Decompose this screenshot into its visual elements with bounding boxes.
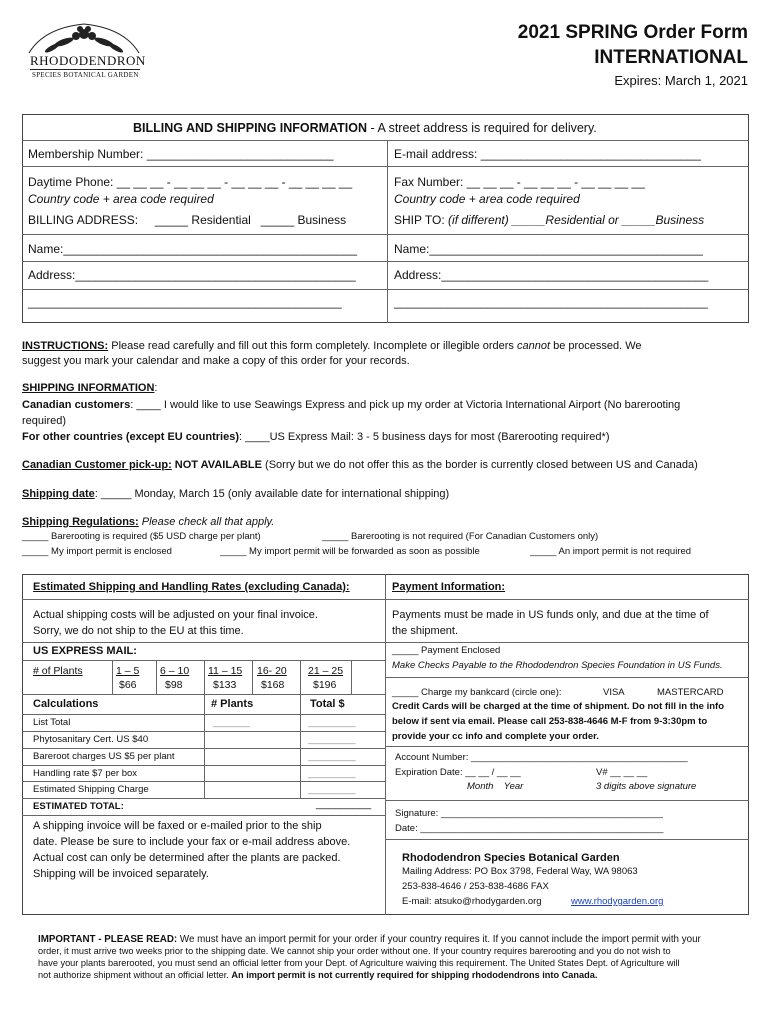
rates-note1: Actual shipping costs will be adjusted on your final invoice. xyxy=(33,609,318,621)
mastercard-option[interactable]: MASTERCARD xyxy=(657,687,724,698)
digits-note: 3 digits above signature xyxy=(596,781,697,792)
membership-number-field[interactable]: Membership Number: ____________________________ xyxy=(28,147,334,161)
expiration-date-field[interactable]: Expiration Date: __ __ / __ __ xyxy=(395,767,521,778)
billing-address-type[interactable]: BILLING ADDRESS: _____ Residential _____ Business xyxy=(28,213,347,227)
rhododendron-flower-icon xyxy=(24,20,144,54)
calc-total-blank-1[interactable]: _________ xyxy=(308,717,356,728)
calc-row-list-total: List Total xyxy=(33,717,71,728)
tier-3-price: $133 xyxy=(213,679,237,691)
billing-address-line2[interactable]: _______________________________________________ xyxy=(28,295,342,309)
logo-line2: SPECIES BOTANICAL GARDEN xyxy=(32,71,139,79)
instructions-line2: suggest you mark your calendar and make a copy of this order for your records. xyxy=(22,355,410,367)
tier-2-price: $98 xyxy=(165,679,183,691)
fax-field[interactable]: Fax Number: __ __ __ - __ __ __ - __ __ __ __ xyxy=(394,175,645,189)
tier-4-range: 16- 20 xyxy=(257,665,287,677)
form-subtitle: INTERNATIONAL xyxy=(594,47,748,68)
calc-row-phytosanitary: Phytosanitary Cert. US $40 xyxy=(33,734,149,745)
daytime-phone-field[interactable]: Daytime Phone: __ __ __ - __ __ __ - __ __ __ - __ __ __ __ xyxy=(28,175,353,189)
tier-3-range: 11 – 15 xyxy=(208,665,243,677)
month-year-note: Month Year xyxy=(467,781,524,792)
email-field[interactable]: E-mail address: _________________________________ xyxy=(394,147,701,161)
canadian-customers-option[interactable]: Canadian customers: ____ I would like to use Seawings Express and pick up my order at Victoria International Airport (No barerooting xyxy=(22,399,681,411)
v-number-field[interactable]: V# __ __ __ xyxy=(596,767,648,778)
express-mail-label: US EXPRESS MAIL: xyxy=(33,645,137,657)
mailing-address: Mailing Address: PO Box 3798, Federal Way, WA 98063 xyxy=(402,866,638,877)
reg-permit-not-required[interactable]: _____ An import permit is not required xyxy=(530,546,692,557)
rates-heading: Estimated Shipping and Handling Rates (excluding Canada): xyxy=(33,581,350,593)
cc-note-1: Credit Cards will be charged at the time of shipment. Do not fill in the info xyxy=(392,701,724,712)
reg-barerooting-required[interactable]: _____ Barerooting is required ($5 USD charge per plant) xyxy=(22,531,261,542)
other-countries-option[interactable]: For other countries (except EU countries): ____US Express Mail: 3 - 5 business days for most (Barerooting required*) xyxy=(22,431,610,443)
payment-enclosed-option[interactable]: _____ Payment Enclosed xyxy=(392,645,501,656)
tier-4-price: $168 xyxy=(261,679,285,691)
logo-line1: RHODODENDRON xyxy=(30,53,146,68)
footer-line2: order, it must arrive two weeks prior to the shipping date. We cannot ship your order without one. If your country requires barerooting and you do not wish to xyxy=(38,946,671,956)
cc-note-3: provide your cc info and complete your order. xyxy=(392,731,599,742)
signature-field[interactable]: Signature: __________________________________________ xyxy=(395,808,663,819)
invoice-note-3: Actual cost can only be determined after the plants are packed. xyxy=(33,852,341,864)
rates-note2: Sorry, we do not ship to the EU at this time. xyxy=(33,625,244,637)
calc-row-bareroot: Bareroot charges US $5 per plant xyxy=(33,751,175,762)
calc-row-est-shipping: Estimated Shipping Charge xyxy=(33,784,149,795)
reg-permit-forwarded[interactable]: _____ My import permit will be forwarded as soon as possible xyxy=(220,546,480,557)
visa-option[interactable]: VISA xyxy=(603,687,625,698)
account-number-field[interactable]: Account Number: _________________________________________ xyxy=(395,752,688,763)
payment-note1: Payments must be made in US funds only, and due at the time of xyxy=(392,609,709,621)
tier-1-price: $66 xyxy=(119,679,137,691)
daytime-phone-note: Country code + area code required xyxy=(28,192,214,206)
tier-1-range: 1 – 5 xyxy=(116,665,140,677)
instructions-line1: INSTRUCTIONS: Please read carefully and fill out this form completely. Incomplete or illegible orders cannot be processed. We xyxy=(22,340,642,352)
footer-line1: IMPORTANT - PLEASE READ: We must have an import permit for your order if your country requires it. If you cannot include the import permit with your xyxy=(38,934,701,945)
footer-line3: have your plants barerooted, you must send an official letter from your Dept. of Agriculture waiving this requirement. The United States Dept. of Agriculture will xyxy=(38,958,680,968)
calc-total-blank-2[interactable]: _________ xyxy=(308,734,356,745)
invoice-note-4: Shipping will be invoiced separately. xyxy=(33,868,209,880)
canadian-customers-option-cont: required) xyxy=(22,415,67,427)
reg-permit-enclosed[interactable]: _____ My import permit is enclosed xyxy=(22,546,172,557)
billing-name-field[interactable]: Name:____________________________________________ xyxy=(28,242,357,256)
calc-plants-header: # Plants xyxy=(211,698,254,710)
cc-note-2: below if sent via email. Please call 253-838-4646 M-F from 9-3:30pm to xyxy=(392,716,708,727)
charge-bankcard-option[interactable]: _____ Charge my bankcard (circle one): xyxy=(392,687,562,698)
tier-5-price: $196 xyxy=(313,679,337,691)
calc-total-blank-4[interactable]: _________ xyxy=(308,768,356,779)
estimated-total-blank[interactable]: _________ xyxy=(316,798,372,810)
ship-to-type[interactable]: SHIP TO: (if different) _____Residential or _____Business xyxy=(394,213,705,227)
shipping-date-option[interactable]: Shipping date: _____ Monday, March 15 (only available date for international shipping) xyxy=(22,488,450,500)
estimated-total-label: ESTIMATED TOTAL: xyxy=(33,801,124,812)
calculations-label: Calculations xyxy=(33,698,99,710)
invoice-note-2: date. Please be sure to include your fax or e-mail address above. xyxy=(33,836,351,848)
invoice-note-1: A shipping invoice will be faxed or e-mailed prior to the ship xyxy=(33,820,322,832)
reg-barerooting-not-required[interactable]: _____ Barerooting is not required (For Canadian Customers only) xyxy=(322,531,599,542)
plants-count-label: # of Plants xyxy=(33,665,83,677)
contact-email: E-mail: atsuko@rhodygarden.org xyxy=(402,896,542,907)
logo xyxy=(24,20,144,86)
shipping-heading: SHIPPING INFORMATION: xyxy=(22,382,158,394)
payment-heading: Payment Information: xyxy=(392,581,506,593)
calc-row-handling: Handling rate $7 per box xyxy=(33,768,138,779)
expiry-date: Expires: March 1, 2021 xyxy=(614,73,748,88)
tier-5-range: 21 – 25 xyxy=(308,665,344,677)
shipping-regulations-heading: Shipping Regulations: Please check all that apply. xyxy=(22,516,275,528)
payment-note2: the shipment. xyxy=(392,625,459,637)
canadian-pickup-notice: Canadian Customer pick-up: NOT AVAILABLE (Sorry but we do not offer this as the border is currently closed between US and Canada) xyxy=(22,459,698,471)
checks-payable-note: Make Checks Payable to the Rhododendron Species Foundation in US Funds. xyxy=(392,660,723,671)
calc-plants-blank-1[interactable]: _______ xyxy=(213,717,250,728)
website-link[interactable]: www.rhodygarden.org xyxy=(571,896,664,907)
fax-note: Country code + area code required xyxy=(394,192,580,206)
billing-address-field[interactable]: Address:__________________________________________ xyxy=(28,268,356,282)
calc-total-blank-5[interactable]: _________ xyxy=(308,784,356,795)
footer-line4: not authorize shipment without an official letter. An import permit is not currently required for shipping rhododendrons into Canada. xyxy=(38,970,598,980)
tier-2-range: 6 – 10 xyxy=(160,665,190,677)
shipping-address-field[interactable]: Address:________________________________________ xyxy=(394,268,709,282)
calc-total-blank-3[interactable]: _________ xyxy=(308,751,356,762)
billing-heading: BILLING AND SHIPPING INFORMATION - A street address is required for delivery. xyxy=(133,121,597,135)
calc-total-header: Total $ xyxy=(310,698,345,710)
shipping-address-line2[interactable]: _______________________________________________ xyxy=(394,295,708,309)
shipping-name-field[interactable]: Name:_________________________________________ xyxy=(394,242,703,256)
phone-numbers: 253-838-4646 / 253-838-4686 FAX xyxy=(402,881,549,892)
date-field[interactable]: Date: ______________________________________________ xyxy=(395,823,664,834)
form-title: 2021 SPRING Order Form xyxy=(517,22,748,43)
org-name: Rhododendron Species Botanical Garden xyxy=(402,852,620,864)
